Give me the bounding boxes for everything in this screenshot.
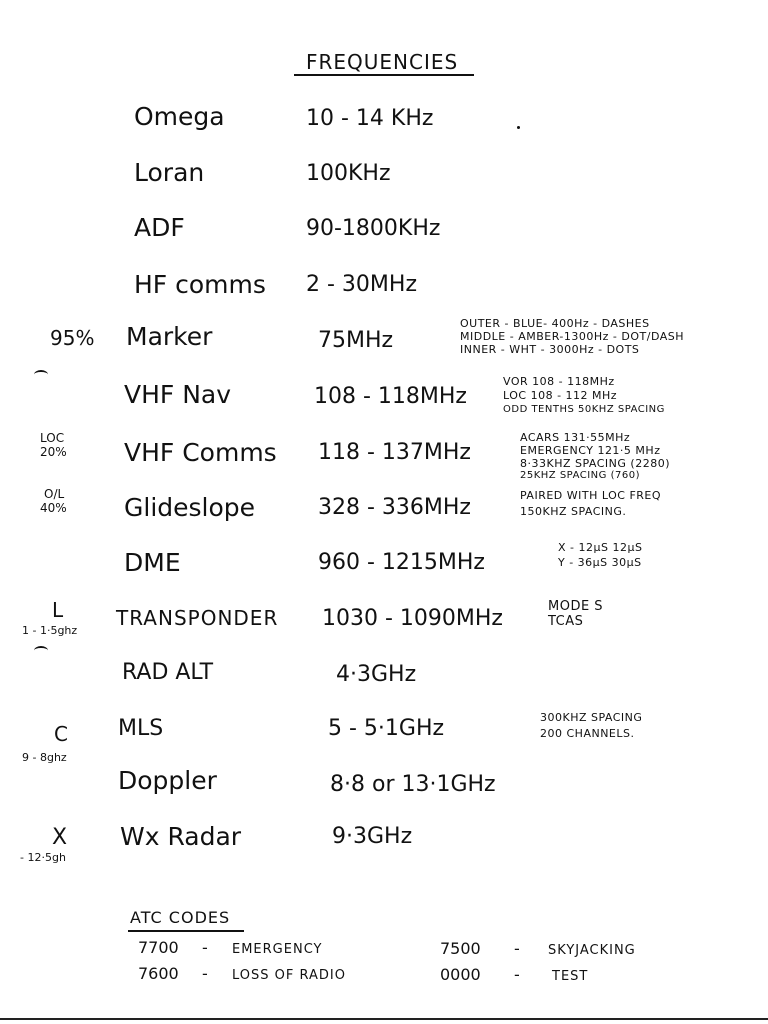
margin-band-x-range: - 12·5gh <box>20 851 66 864</box>
row-name-omega: Omega <box>134 102 225 131</box>
row-name-transponder: TRANSPONDER <box>116 606 279 630</box>
margin-tick-2 <box>34 646 48 655</box>
row-freq-wx-radar: 9·3GHz <box>332 824 413 849</box>
page-title: FREQUENCIES <box>306 50 459 74</box>
atc-dash: - <box>514 939 520 958</box>
row-freq-hf-comms: 2 - 30MHz <box>306 272 417 297</box>
note-dme-1: Y - 36µS 30µS <box>558 556 642 569</box>
page-bottom-edge <box>0 1018 768 1020</box>
atc-code-7600: 7600 <box>138 964 179 983</box>
note-transponder-1: TCAS <box>548 614 584 629</box>
atc-code-7500: 7500 <box>440 939 481 958</box>
row-name-hf-comms: HF comms <box>134 270 266 299</box>
margin-tick <box>34 370 48 379</box>
note-vhf-nav-0: VOR 108 - 118MHz <box>503 375 615 388</box>
row-freq-rad-alt: 4·3GHz <box>336 662 417 687</box>
note-vhf-comms-0: ACARS 131·55MHz <box>520 431 631 444</box>
row-name-adf: ADF <box>134 213 185 242</box>
row-name-doppler: Doppler <box>118 766 217 795</box>
atc-codes-heading: ATC CODES <box>130 908 231 927</box>
atc-code-7700: 7700 <box>138 938 179 957</box>
note-marker-2: INNER - WHT - 3000Hz - DOTS <box>460 343 640 356</box>
margin-band-l-range: 1 - 1·5ghz <box>22 624 78 637</box>
note-vhf-comms-2: 8·33KHZ SPACING (2280) <box>520 457 671 470</box>
title-underline <box>294 74 474 76</box>
margin-band-l: L <box>52 598 64 622</box>
note-marker-1: MIDDLE - AMBER-1300Hz - DOT/DASH <box>460 330 685 343</box>
margin-band-c-range: 9 - 8ghz <box>22 751 67 764</box>
atc-codes-underline <box>128 930 244 932</box>
note-glideslope-0: PAIRED WITH LOC FREQ <box>520 489 662 502</box>
row-freq-vhf-nav: 108 - 118MHz <box>314 384 467 409</box>
row-name-rad-alt: RAD ALT <box>122 660 214 685</box>
row-name-wx-radar: Wx Radar <box>120 822 242 851</box>
note-mls-1: 200 CHANNELS. <box>540 727 635 740</box>
row-freq-loran: 100KHz <box>306 161 391 186</box>
row-freq-doppler: 8·8 or 13·1GHz <box>330 772 496 797</box>
note-transponder-0: MODE S <box>548 599 604 614</box>
row-name-dme: DME <box>124 548 181 577</box>
note-vhf-nav-2: ODD TENTHS 50KHZ SPACING <box>503 404 665 415</box>
row-freq-mls: 5 - 5·1GHz <box>328 716 445 741</box>
atc-desc-7700: EMERGENCY <box>232 942 323 957</box>
atc-code-0000: 0000 <box>440 965 481 984</box>
row-freq-dme: 960 - 1215MHz <box>318 550 485 575</box>
row-freq-transponder: 1030 - 1090MHz <box>322 606 503 631</box>
atc-dash: - <box>514 965 520 984</box>
row-freq-adf: 90-1800KHz <box>306 216 441 241</box>
row-freq-vhf-comms: 118 - 137MHz <box>318 440 471 465</box>
row-name-marker: Marker <box>126 322 213 351</box>
note-vhf-comms-1: EMERGENCY 121·5 MHz <box>520 444 661 457</box>
row-name-loran: Loran <box>134 158 205 187</box>
row-name-glideslope: Glideslope <box>124 493 256 522</box>
row-freq-glideslope: 328 - 336MHz <box>318 495 471 520</box>
note-glideslope-1: 150KHZ SPACING. <box>520 505 627 518</box>
row-name-vhf-comms: VHF Comms <box>124 438 277 467</box>
margin-band-x: X <box>52 825 68 850</box>
atc-desc-7500: SKYJACKING <box>548 943 636 958</box>
margin-note-vhf-comms-1: 20% <box>40 445 67 459</box>
row-freq-omega: 10 - 14 KHz <box>306 106 434 131</box>
note-dme-0: X - 12µS 12µS <box>558 541 643 554</box>
atc-desc-7600: LOSS OF RADIO <box>232 968 346 983</box>
margin-note-marker: 95% <box>50 326 95 350</box>
atc-desc-0000: TEST <box>552 969 589 984</box>
margin-band-c: C <box>54 722 68 746</box>
margin-note-glideslope-0: O/L <box>44 487 65 501</box>
margin-note-vhf-comms-0: LOC <box>40 431 65 445</box>
note-vhf-nav-1: LOC 108 - 112 MHz <box>503 389 618 402</box>
note-marker-0: OUTER - BLUE- 400Hz - DASHES <box>460 317 650 330</box>
note-vhf-comms-3: 25KHZ SPACING (760) <box>520 470 640 481</box>
row-name-vhf-nav: VHF Nav <box>124 380 232 409</box>
note-mls-0: 300KHZ SPACING <box>540 711 643 724</box>
atc-dash: - <box>202 938 208 957</box>
ink-dot <box>517 126 520 129</box>
row-name-mls: MLS <box>118 716 164 741</box>
atc-dash: - <box>202 964 208 983</box>
margin-note-glideslope-1: 40% <box>40 501 67 515</box>
row-freq-marker: 75MHz <box>318 328 394 353</box>
